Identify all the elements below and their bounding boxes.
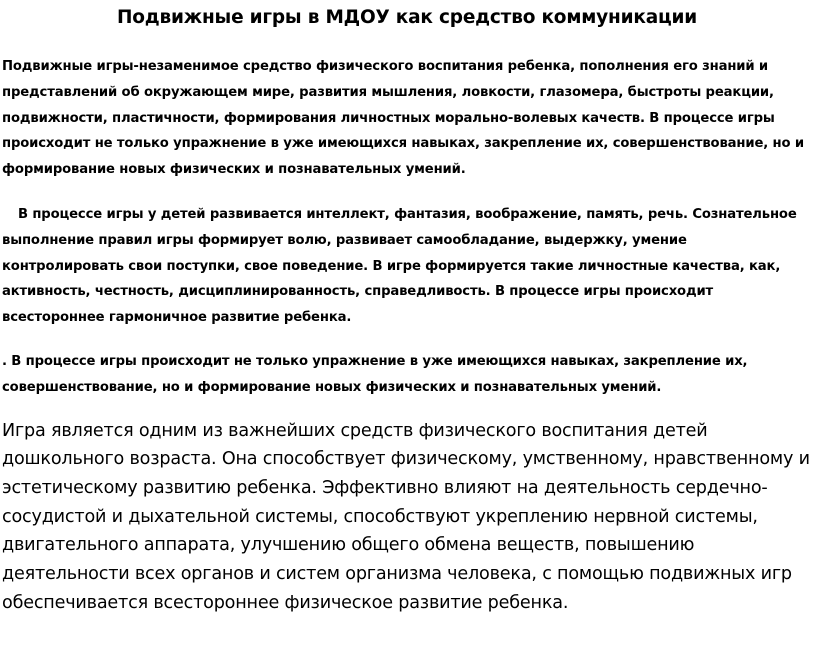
paragraph-skills: . В процессе игры происходит не только упражнение в уже имеющихся навыках, закрепление их, совершенствование, но и формирование новых физических и познавательных умений. [2, 353, 748, 395]
page-title: Подвижные игры в МДОУ как средство коммуникации [116, 7, 698, 28]
paragraph-physical-education: Игра является одним из важнейших средств физического воспитания детей дошкольного возраста. Она способствует физическому, умственному, нравственному и эстетическому развитию ребенка. Эффективно влияют на деятельность сердечно-сосудистой и дыхательной системы, способствуют укреплению нервной системы, двигательного аппарата, улучшению общего обмена веществ, повышению деятельности всех органов и систем организма человека, с помощью подвижных игр обеспечивается всестороннее физическое развитие ребенка. [2, 420, 810, 613]
paragraph-child-development: В процессе игры у детей развивается интеллект, фантазия, воображение, память, речь. Сознательное выполнение правил игры формирует волю, развивает самообладание, выдержку, умение контролировать свои поступки, свое поведение. В игре формируется такие личностные качества, как, активность, честность, дисциплинированность, справедливость. В процессе игры происходит всестороннее гармоничное развитие ребенка. [2, 206, 797, 326]
paragraph-outdoor-games: Подвижные игры-незаменимое средство физического воспитания ребенка, пополнения его знаний и представлений об окружающем мире, развития мышления, ловкости, глазомера, быстроты реакции, подвижности, пластичности, формирования личностных морально-волевых качеств. В процессе игры происходит не только упражнение в уже имеющихся навыках, закрепление их, совершенствование, но и формирование новых физических и познавательных умений. [2, 59, 804, 178]
